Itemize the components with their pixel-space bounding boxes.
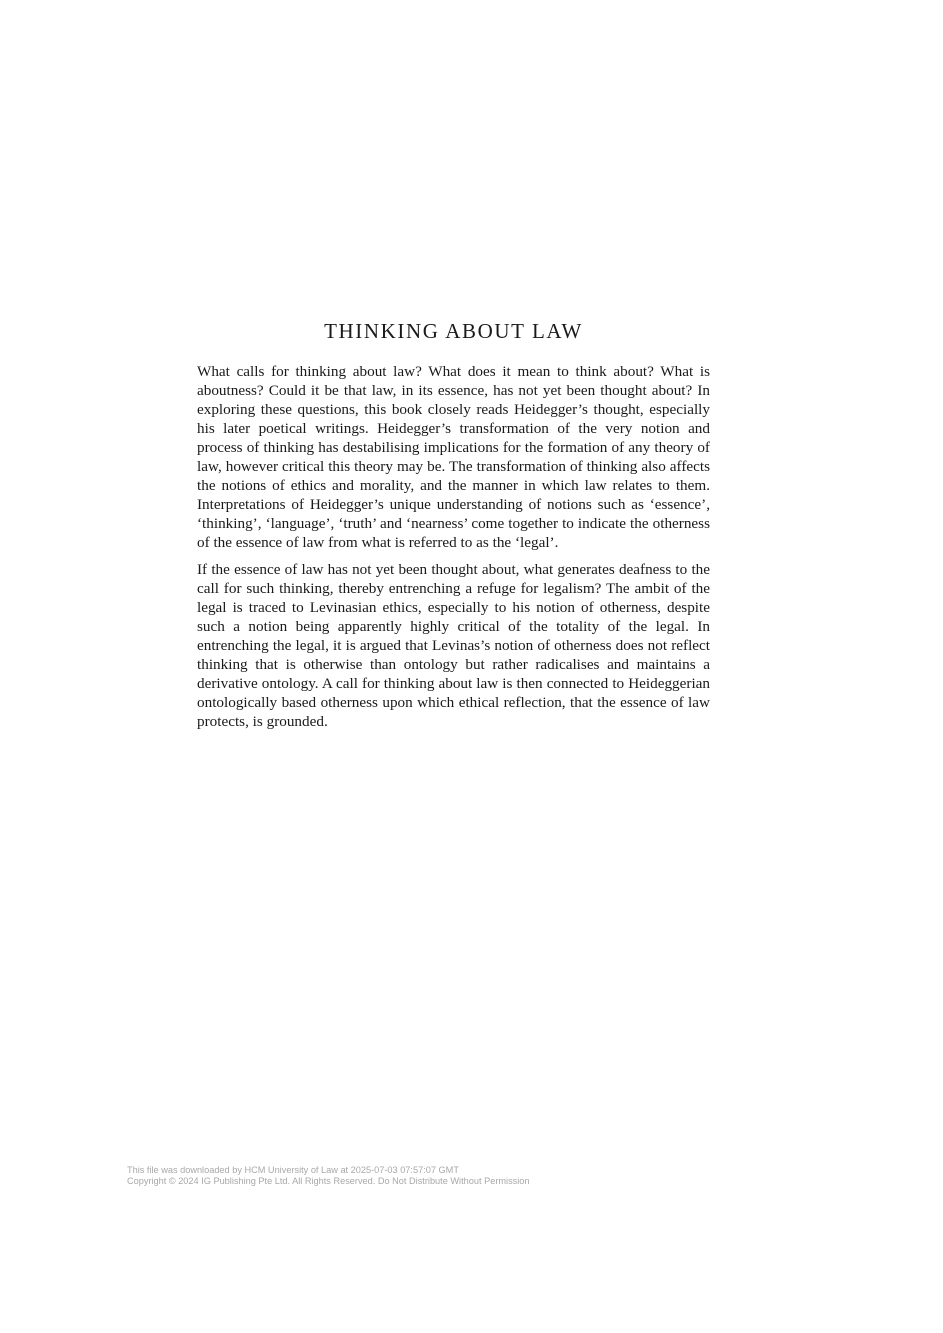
paragraph-1: What calls for thinking about law? What does it mean to think about? What is aboutness? Could it be that law, in its essence, has not yet been thought about? In exploring these questions, this book closely reads Heidegger’s thought, especially his later poetical writings. Heidegger’s transformation of the very notion and process of thinking has destabilising implications for the formation of any theory of law, however critical this theory may be. The transformation of thinking also affects the notions of ethics and morality, and the manner in which law relates to them. Interpretations of Heidegger’s unique understanding of notions such as ‘essence’, ‘thinking’, ‘language’, ‘truth’ and ‘nearness’ come together to indicate the otherness of the essence of law from what is referred to as the ‘legal’.	[197, 363, 710, 551]
download-notice: This file was downloaded by HCM University of Law at 2025-07-03 07:57:07 GMT	[127, 1165, 459, 1175]
copyright-notice: Copyright © 2024 IG Publishing Pte Ltd. All Rights Reserved. Do Not Distribute Without Permission	[127, 1176, 530, 1186]
blurb-text	[197, 362, 710, 739]
download-watermark	[127, 1165, 530, 1187]
paragraph-2: If the essence of law has not yet been thought about, what generates deafness to the call for such thinking, thereby entrenching a refuge for legalism? The ambit of the legal is traced to Levinasian ethics, especially to his notion of otherness, despite such a notion being apparently highly critical of the totality of the legal. In entrenching the legal, it is argued that Levinas’s notion of otherness does not reflect thinking that is otherwise than ontology but rather radicalises and maintains a derivative ontology. A call for thinking about law is then connected to Heideggerian ontologically based otherness upon which ethical reflection, that the essence of law protects, is grounded.	[197, 561, 710, 730]
page-title: THINKING ABOUT LAW	[324, 319, 583, 343]
